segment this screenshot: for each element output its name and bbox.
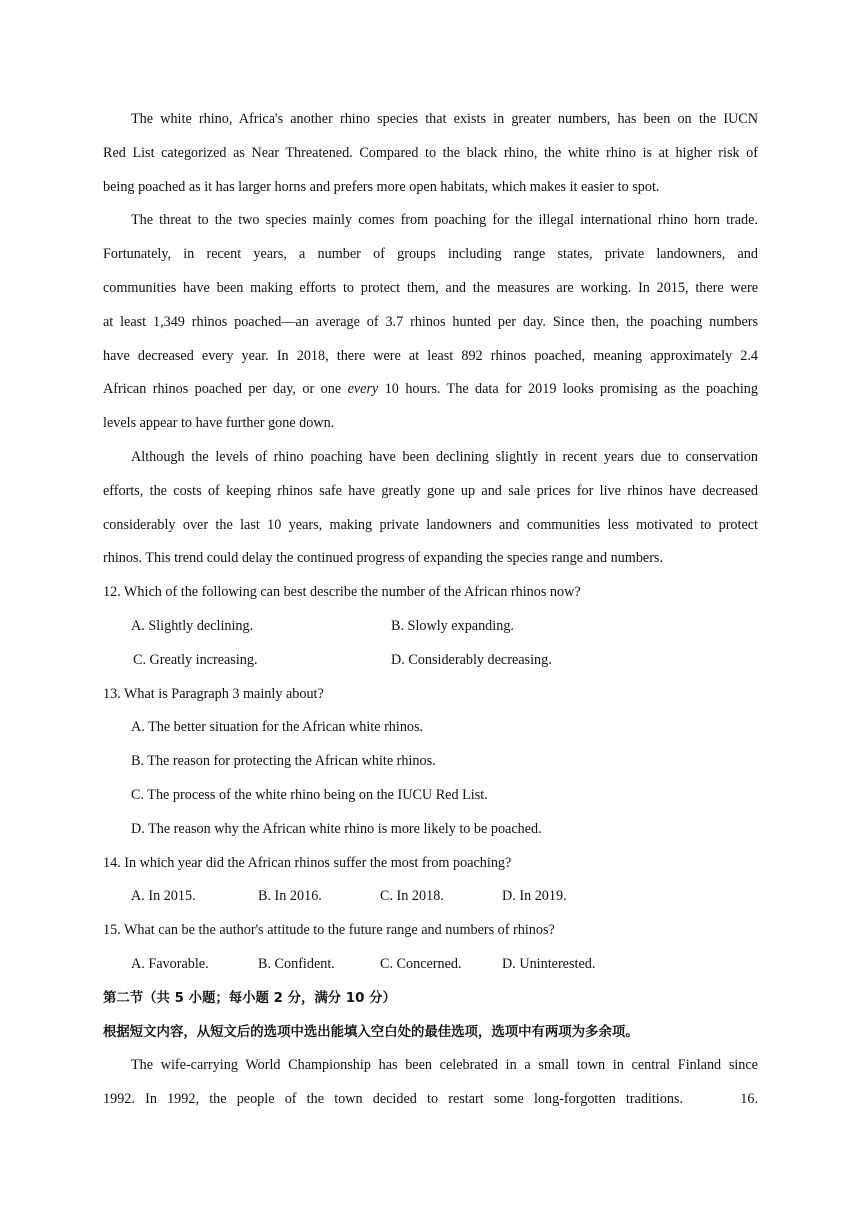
paragraph-poaching-threat [103, 204, 758, 441]
emphasis-text: every [347, 381, 379, 398]
option-c[interactable]: C. The process of the white rhino being on the IUCU Red List. [131, 786, 488, 803]
option-b[interactable]: B. The reason for protecting the African white rhinos. [131, 753, 436, 770]
option-row [103, 948, 758, 982]
question-13 [103, 678, 758, 847]
paragraph-line: communities have been making efforts to protect them, and the measures are working. In 2015, there were [103, 279, 758, 296]
paragraph-line: Although the levels of rhino poaching have been declining slightly in recent years due to conservation [131, 448, 758, 465]
text-run: 1992. In 1992, the people of the town decided to restart some long-forgotten traditions. [103, 1091, 683, 1108]
option-b[interactable]: B. In 2016. [258, 888, 322, 905]
section-instruction: 根据短文内容，从短文后的选项中选出能填入空白处的最佳选项，选项中有两项为多余项。 [103, 1024, 639, 1040]
paragraph-line: have decreased every year. In 2018, there were at least 892 rhinos poached, meaning approximately 2.4 [103, 347, 758, 364]
question-15 [103, 914, 758, 982]
option-c[interactable]: C. Concerned. [380, 955, 462, 972]
option-c[interactable]: C. In 2018. [380, 888, 444, 905]
paragraph-line: levels appear to have further gone down. [103, 415, 335, 432]
paragraph-line [103, 1083, 758, 1117]
paragraph-line: The wife-carrying World Championship has been celebrated in a small town in central Finland since [131, 1057, 758, 1074]
document-page [103, 103, 758, 1117]
option-row [103, 644, 758, 678]
paragraph-line [103, 373, 758, 407]
question-stem: 13. What is Paragraph 3 mainly about? [103, 685, 324, 702]
paragraph-line: The white rhino, Africa's another rhino species that exists in greater numbers, has been on the IUCN [131, 111, 758, 127]
text-run: 10 hours. The data for 2019 looks promising as the poaching [378, 381, 758, 398]
option-d[interactable]: D. Considerably decreasing. [391, 651, 552, 668]
option-b[interactable]: B. Confident. [258, 955, 335, 972]
blank-number: 16. [740, 1091, 758, 1108]
option-d[interactable]: D. The reason why the African white rhino is more likely to be poached. [131, 820, 542, 837]
paragraph-line: Fortunately, in recent years, a number of groups including range states, private landowners, and [103, 246, 758, 263]
paragraph-line: rhinos. This trend could delay the continued progress of expanding the species range and numbers. [103, 550, 663, 567]
option-row [103, 880, 758, 914]
question-stem: 12. Which of the following can best describe the number of the African rhinos now? [103, 584, 581, 601]
option-d[interactable]: D. In 2019. [502, 888, 567, 905]
section-heading: 第二节（共 5 小题；每小题 2 分，满分 10 分） [103, 990, 396, 1006]
option-row [103, 610, 758, 644]
text-run: African rhinos poached per day, or one [103, 381, 348, 398]
paragraph-line: being poached as it has larger horns and prefers more open habitats, which makes it easier to spot. [103, 178, 660, 195]
section-2 [103, 982, 758, 1050]
paragraph-line: at least 1,349 rhinos poached—an average of 3.7 rhinos hunted per day. Since then, the poaching numbers [103, 313, 758, 330]
option-d[interactable]: D. Uninterested. [502, 955, 596, 972]
paragraph-conservation-costs [103, 441, 758, 576]
paragraph-line: The threat to the two species mainly comes from poaching for the illegal international rhino horn trade. [131, 212, 758, 229]
question-14 [103, 847, 758, 915]
option-a[interactable]: A. In 2015. [131, 888, 196, 905]
option-a[interactable]: A. Slightly declining. [131, 617, 254, 634]
paragraph-wife-carrying [103, 1049, 758, 1117]
paragraph-line: Red List categorized as Near Threatened. Compared to the black rhino, the white rhino is at higher risk of [103, 144, 758, 161]
option-a[interactable]: A. The better situation for the African white rhinos. [131, 719, 424, 736]
question-stem: 14. In which year did the African rhinos suffer the most from poaching? [103, 854, 512, 871]
paragraph-white-rhino [103, 103, 758, 204]
question-12 [103, 576, 758, 677]
paragraph-line: considerably over the last 10 years, making private landowners and communities less motivated to protect [103, 516, 758, 533]
option-c[interactable]: C. Greatly increasing. [133, 651, 258, 668]
question-stem: 15. What can be the author's attitude to the future range and numbers of rhinos? [103, 922, 555, 939]
paragraph-line: efforts, the costs of keeping rhinos safe have greatly gone up and sale prices for live rhinos have decreased [103, 482, 758, 499]
option-b[interactable]: B. Slowly expanding. [391, 617, 514, 634]
option-a[interactable]: A. Favorable. [131, 955, 209, 972]
